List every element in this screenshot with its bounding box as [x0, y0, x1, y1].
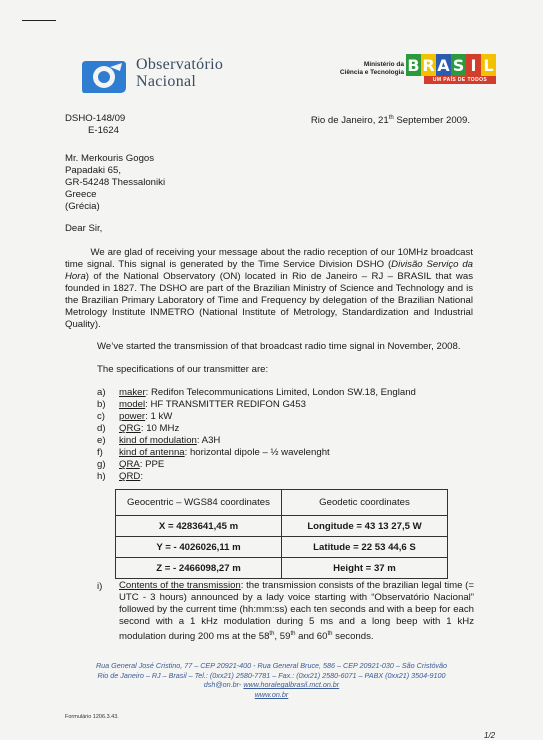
reference-code: E-1624	[88, 125, 119, 136]
table-cell: Latitude = 22 53 44,6 S	[282, 537, 448, 558]
address-line: Greece	[65, 189, 97, 200]
transmission-contents	[119, 580, 474, 643]
spec-key: QRD	[119, 471, 141, 482]
list-letter: g)	[97, 459, 106, 470]
brasil-logo	[406, 54, 496, 84]
table-header-geocentric: Geocentric – WGS84 coordinates	[116, 490, 282, 516]
list-letter: e)	[97, 435, 106, 446]
recipient-address	[65, 153, 165, 213]
letterhead-footer	[40, 661, 503, 699]
contents-text: and 60	[295, 631, 328, 643]
contents-text: : the transmission consists of the brazilian legal time (= UTC - 3 hours) announced by a lady voice starting with “Observatório Nacional” followed by the current time (hh:mm:ss) each ten seconds and with a beep for each second with a 1 kHz modulation during 5 ms and a long beep with 1 kHz modulation during 200 ms at the 58	[119, 580, 474, 643]
spec-key: power	[119, 411, 146, 422]
list-letter: f)	[97, 447, 103, 458]
spec-key: QRA	[119, 459, 140, 470]
spec-value: : 1 kW	[145, 411, 173, 422]
page-number: 1/2	[484, 731, 496, 740]
ministry-line-2: Ciência e Tecnologia	[339, 69, 404, 76]
address-line: GR-54248 Thessaloniki	[65, 177, 166, 188]
address-line: Mr. Merkouris Gogos	[65, 153, 155, 164]
footer-email: dsh@on.br-	[203, 680, 244, 689]
list-letter: i)	[97, 581, 103, 592]
footer-contact	[40, 680, 503, 690]
brasil-letter: R	[422, 55, 435, 75]
spec-key: kind of modulation	[119, 435, 197, 446]
ordinal: th	[269, 631, 275, 637]
contents-text: , 59	[274, 631, 291, 643]
table-header-geodetic: Geodetic coordinates	[282, 490, 448, 516]
para-italic: Divisão Serviço da Hora	[65, 259, 474, 282]
coordinates-table	[115, 489, 448, 579]
footer-address-1: Rua General José Cristino, 77 – CEP 20921-400 - Rua General Bruce, 586 – CEP 20921-030 – São Cristóvão	[95, 661, 448, 670]
list-item	[97, 435, 416, 447]
list-letter: d)	[97, 423, 106, 434]
contents-key: Contents of the transmission	[119, 580, 241, 591]
date-prefix: Rio de Janeiro, 21	[310, 115, 389, 127]
spec-value: : PPE	[139, 459, 165, 470]
ministry-line-1: Ministério da	[363, 61, 404, 68]
brasil-letter: S	[452, 55, 465, 75]
brasil-tagline: UM PAÍS DE TODOS	[424, 76, 496, 84]
reference-number: DSHO-148/09	[65, 113, 126, 124]
list-item	[97, 459, 416, 471]
list-item	[97, 399, 416, 411]
letter-date	[311, 112, 470, 127]
brasil-letter: A	[437, 55, 450, 75]
spec-key: model	[119, 399, 146, 410]
intro-paragraph	[65, 247, 473, 331]
spec-value: : Redifon Telecommunications Limited, London SW.18, England	[145, 387, 416, 398]
brasil-letter: I	[466, 54, 481, 76]
table-cell: X = 4283641,45 m	[116, 516, 282, 537]
table-cell: Height = 37 m	[282, 558, 448, 579]
table-row	[116, 558, 448, 579]
form-code: Formulário 1206.3.43.	[65, 714, 119, 720]
list-item	[97, 387, 416, 399]
spec-value: :	[140, 471, 143, 482]
greeting: Dear Sir,	[65, 223, 103, 234]
top-rule	[22, 20, 56, 21]
ministry-label	[326, 61, 404, 77]
address-line: Papadaki 65,	[65, 165, 122, 176]
table-row	[116, 537, 448, 558]
transmission-start: We’ve started the transmission of that broadcast radio time signal in November, 2008.	[97, 341, 461, 352]
list-item	[97, 411, 416, 423]
footer-link-horalegal[interactable]: www.horalegalbrasil.mct.on.br	[243, 680, 340, 689]
list-item	[97, 447, 416, 459]
spec-value: : A3H	[196, 435, 221, 446]
footer-link-on[interactable]: www.on.br	[254, 689, 289, 699]
ordinal: th	[327, 631, 333, 637]
list-letter: c)	[97, 411, 105, 422]
list-letter: b)	[97, 399, 106, 410]
brasil-letter: L	[481, 54, 496, 76]
table-cell: Longitude = 43 13 27,5 W	[282, 516, 448, 537]
logo-wordmark	[136, 56, 223, 90]
list-letter: a)	[97, 387, 106, 398]
list-item	[97, 423, 416, 435]
brasil-letter: B	[407, 55, 420, 75]
table-header-row	[116, 490, 448, 516]
observatorio-logo-icon	[80, 55, 128, 97]
spec-key: maker	[119, 387, 146, 398]
para-part-a: We are glad of receiving your message about the radio reception of our 10MHz broadcast time signal. This signal is generated by the Time Service Division DSHO (	[65, 247, 473, 270]
logo-line-2: Nacional	[136, 73, 197, 90]
table-cell: Z = - 2466098,27 m	[116, 558, 282, 579]
spec-key: QRG	[119, 423, 141, 434]
spec-key: kind of antenna	[119, 447, 185, 458]
table-row	[116, 516, 448, 537]
address-line: (Grécia)	[65, 201, 100, 212]
logo-line-1: Observatório	[136, 56, 224, 73]
spec-value: : 10 MHz	[140, 423, 180, 434]
contents-text: seconds.	[332, 631, 374, 643]
footer-address-2: Rio de Janeiro – RJ – Brasil – Tel.: (0xx21) 2580-7781 – Fax.: (0xx21) 2580-6071 – PABX (0xx21) 3504-9100	[97, 670, 446, 680]
list-letter: h)	[97, 471, 106, 482]
ordinal: th	[290, 631, 296, 637]
date-ordinal: th	[388, 115, 394, 121]
spec-value: : HF TRANSMITTER REDIFON G453	[145, 399, 306, 410]
para-part-b: ) of the National Observatory (ON) located in Rio de Janeiro – RJ – BRASIL that was founded in 1827. The DSHO are part of the Brazilian Ministry of Science and Technology and is the Brazilian Primary Laboratory of Time and Frequency by delegation of the Brazilian National Metrology Institute INMETRO (National Institute of Metrology, Standardization and Industrial Quality).	[65, 271, 473, 330]
spec-list	[97, 387, 416, 483]
specs-intro: The specifications of our transmitter are:	[97, 364, 269, 375]
table-cell: Y = - 4026026,11 m	[116, 537, 282, 558]
list-item	[97, 471, 416, 483]
spec-value: : horizontal dipole – ½ wavelenght	[184, 447, 330, 458]
date-suffix: September 2009.	[393, 115, 470, 127]
